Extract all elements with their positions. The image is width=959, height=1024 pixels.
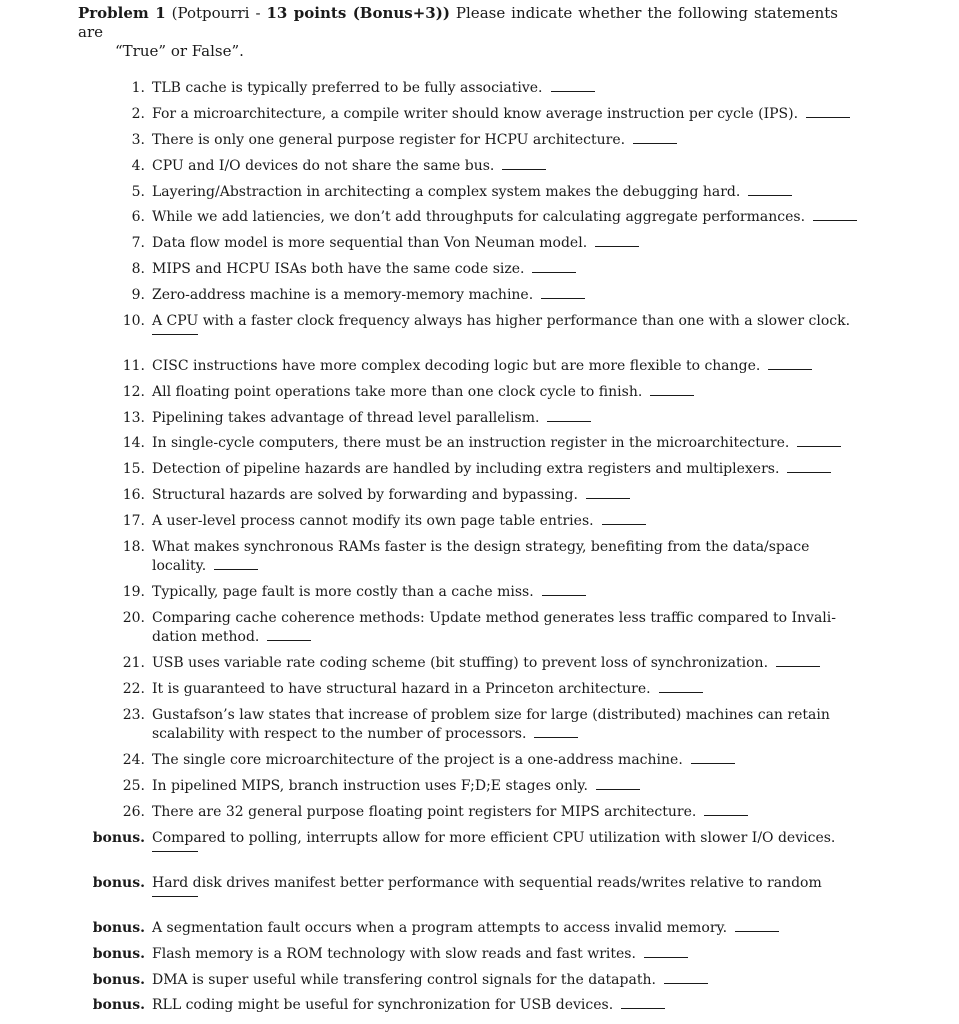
question-number: 8. [131,261,145,277]
question-number: 12. [122,384,145,400]
question-text: It is guaranteed to have structural hazard in a Princeton architecture. [152,681,651,697]
answer-blank[interactable] [787,471,831,473]
question-text: The single core microarchitecture of the project is a one-address machine. [152,752,683,768]
answer-blank[interactable] [659,691,703,693]
question-text: CPU and I/O devices do not share the same bus. [152,158,495,174]
question-text-cont: locality. [152,558,207,574]
question-text: Typically, page fault is more costly than a cache miss. [152,584,534,600]
question-number: 19. [122,584,145,600]
answer-blank[interactable] [152,896,198,897]
question-text: TLB cache is typically preferred to be fully associative. [152,80,543,96]
answer-blank[interactable] [633,142,677,144]
question-text: Compared to polling, interrupts allow for more efficient CPU utilization with slower I/O devices. [152,830,836,846]
question-number: 17. [122,513,145,529]
answer-blank[interactable] [542,594,586,596]
question-number: 13. [122,410,145,426]
question-number: 1. [131,80,145,96]
problem-topic: (Potpourri - [171,4,261,22]
problem-instruction: Please indicate whether the following statements are [78,4,839,41]
question-number: 24. [122,752,145,768]
question-text: A CPU with a faster clock frequency always has higher performance than one with a slower clock. [152,313,851,329]
bonus-label: bonus. [92,997,145,1013]
answer-blank[interactable] [586,497,630,499]
question-text: Detection of pipeline hazards are handled by including extra registers and multiplexers. [152,461,780,477]
answer-blank[interactable] [806,116,850,118]
answer-blank[interactable] [152,851,198,852]
question-number: 5. [131,184,145,200]
question-text: What makes synchronous RAMs faster is the design strategy, benefiting from the data/space [152,539,810,555]
answer-blank[interactable] [621,1007,665,1009]
answer-blank[interactable] [748,194,792,196]
question-text: While we add latiencies, we don’t add throughputs for calculating aggregate performances. [152,209,806,225]
bonus-label: bonus. [92,972,145,988]
answer-blank[interactable] [595,245,639,247]
answer-blank[interactable] [704,814,748,816]
answer-blank[interactable] [602,523,646,525]
answer-blank[interactable] [596,788,640,790]
question-number: 3. [131,132,145,148]
question-number: 21. [122,655,145,671]
answer-blank[interactable] [797,445,841,447]
question-text: In pipelined MIPS, branch instruction uses F;D;E stages only. [152,778,588,794]
question-number: 6. [131,209,145,225]
answer-blank[interactable] [644,956,688,958]
answer-blank[interactable] [534,736,578,738]
answer-blank[interactable] [735,930,779,932]
question-text: A user-level process cannot modify its own page table entries. [152,513,594,529]
question-text: Hard disk drives manifest better performance with sequential reads/writes relative to random [152,875,822,891]
question-text: USB uses variable rate coding scheme (bit stuffing) to prevent loss of synchronization. [152,655,769,671]
question-number: 10. [122,313,145,329]
answer-blank[interactable] [214,568,258,570]
question-number: 23. [122,707,145,723]
question-number: 15. [122,461,145,477]
question-text: Data flow model is more sequential than Von Neuman model. [152,235,588,251]
question-number: 26. [122,804,145,820]
question-text: All floating point operations take more than one clock cycle to finish. [152,384,643,400]
answer-blank[interactable] [152,334,198,335]
question-number: 2. [131,106,145,122]
answer-blank[interactable] [813,219,857,221]
answer-blank[interactable] [650,394,694,396]
question-text: Flash memory is a ROM technology with slow reads and fast writes. [152,946,636,962]
question-text: In single-cycle computers, there must be an instruction register in the microarchitecture. [152,435,790,451]
question-number: 4. [131,158,145,174]
question-text: Structural hazards are solved by forwarding and bypassing. [152,487,578,503]
question-text-cont: dation method. [152,629,260,645]
question-text: A segmentation fault occurs when a program attempts to access invalid memory. [152,920,728,936]
question-text: Comparing cache coherence methods: Update method generates less traffic compared to Invali- [152,610,836,626]
question-number: 20. [122,610,145,626]
problem-points: 13 points (Bonus+3)) [266,4,450,22]
bonus-label: bonus. [92,875,145,891]
question-text: Gustafson’s law states that increase of problem size for large (distributed) machines can retain [152,707,830,723]
question-number: 11. [122,358,145,374]
answer-blank[interactable] [691,762,735,764]
question-text: RLL coding might be useful for synchronization for USB devices. [152,997,614,1013]
answer-blank[interactable] [532,271,576,273]
question-text: Zero-address machine is a memory-memory machine. [152,287,534,303]
problem-header [78,4,838,61]
bonus-label: bonus. [92,946,145,962]
question-number: 18. [122,539,145,555]
question-text: DMA is super useful while transfering control signals for the datapath. [152,972,656,988]
question-number: 7. [131,235,145,251]
answer-blank[interactable] [547,420,591,422]
question-number: 22. [122,681,145,697]
problem-label: Problem 1 [78,4,166,22]
question-text: There is only one general purpose register for HCPU architecture. [152,132,626,148]
question-text: MIPS and HCPU ISAs both have the same code size. [152,261,525,277]
question-text: Pipelining takes advantage of thread level parallelism. [152,410,540,426]
question-number: 14. [122,435,145,451]
bonus-label: bonus. [92,830,145,846]
question-text: Layering/Abstraction in architecting a complex system makes the debugging hard. [152,184,741,200]
problem-instruction-line2: “True” or False”. [115,42,244,60]
answer-blank[interactable] [502,168,546,170]
question-number: 9. [131,287,145,303]
answer-blank[interactable] [541,297,585,299]
question-number: 16. [122,487,145,503]
answer-blank[interactable] [551,90,595,92]
question-text-cont: scalability with respect to the number of processors. [152,726,527,742]
answer-blank[interactable] [267,639,311,641]
bonus-label: bonus. [92,920,145,936]
question-text: CISC instructions have more complex decoding logic but are more flexible to change. [152,358,761,374]
answer-blank[interactable] [768,368,812,370]
question-text: There are 32 general purpose floating point registers for MIPS architecture. [152,804,697,820]
question-text: For a microarchitecture, a compile writer should know average instruction per cycle (IPS). [152,106,799,122]
question-number: 25. [122,778,145,794]
answer-blank[interactable] [664,982,708,984]
answer-blank[interactable] [776,665,820,667]
